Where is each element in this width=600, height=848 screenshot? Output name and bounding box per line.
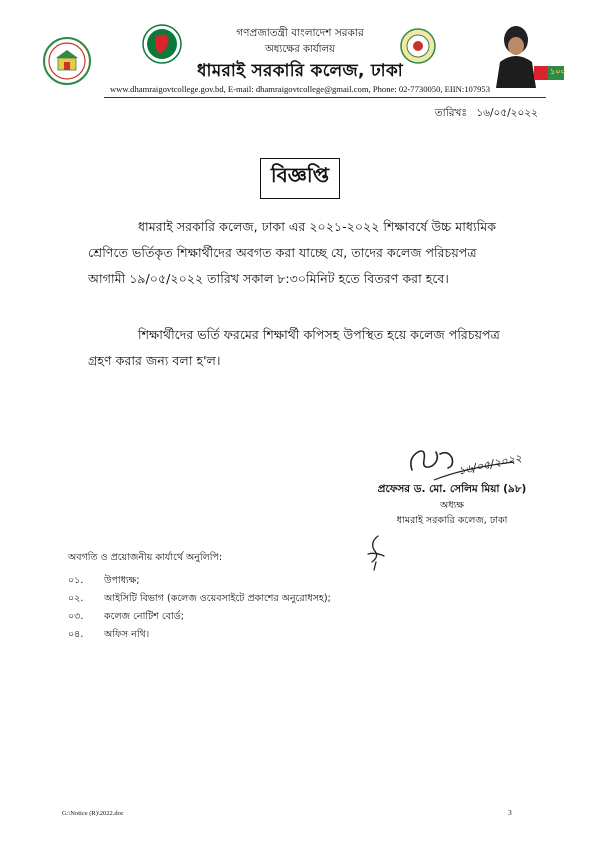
- date-line: [435, 106, 538, 123]
- list-item-text: উপাধ্যক্ষ;: [104, 575, 140, 586]
- page-number: 3: [508, 808, 512, 817]
- list-item: [68, 608, 488, 626]
- contact-line: www.dhamraigovtcollege.gov.bd, E-mail: dhamraigovtcollege@gmail.com, Phone: 02-7730050, EIIN:107953: [109, 84, 491, 94]
- date-label: তারিখঃ: [434, 107, 467, 119]
- handwritten-date: ১৬/০৫/২০২২: [457, 451, 524, 478]
- copy-to-list: [68, 572, 488, 644]
- title-wrapper: [0, 158, 600, 199]
- copy-to-heading: অবগতি ও প্রয়োজনীয় কার্যার্থে অনুলিপি:: [68, 552, 223, 563]
- paragraph-1-line: আগামী ১৯/০৫/২০২২ তারিখ সকাল ৮:৩০মিনিট হতে বিতরণ করা হবে।: [88, 271, 449, 286]
- signatory-org: ধামরাই সরকারি কলেজ, ঢাকা: [396, 515, 508, 526]
- paragraph-2: [88, 322, 528, 374]
- government-name: গণপ্রজাতন্ত্রী বাংলাদেশ সরকার: [236, 27, 364, 39]
- list-item-number: ০৩.: [68, 611, 84, 622]
- list-item-text: কলেজ নোটিশ বোর্ড;: [104, 611, 184, 622]
- signatory-title: অধ্যক্ষ: [439, 500, 464, 511]
- date-value: ১৬/০৫/২০২২: [476, 107, 538, 119]
- badge-text: ১০০: [550, 67, 566, 76]
- initial-mark: [362, 532, 390, 572]
- file-path: G:\Notice (R)\2022.doc: [62, 810, 124, 817]
- notice-title: বিজ্ঞপ্তি: [260, 158, 340, 199]
- list-item-number: ০১.: [68, 575, 84, 586]
- portrait-badge-logo: [490, 22, 566, 88]
- list-item: [68, 590, 488, 608]
- list-item: [68, 572, 488, 590]
- signatory-name: প্রফেসর ড. মো. সেলিম মিয়া (৯৮): [377, 483, 527, 495]
- college-name: ধামরাই সরকারি কলেজ, ঢাকা: [197, 61, 403, 81]
- office-name: অধ্যক্ষের কার্যালয়: [265, 44, 335, 55]
- college-crest-logo: [42, 36, 92, 86]
- list-item-number: ০৪.: [68, 629, 84, 640]
- header-divider: [104, 97, 546, 98]
- list-item-text: অফিস নথি।: [104, 629, 150, 640]
- paragraph-1: [88, 214, 528, 292]
- list-item: [68, 626, 488, 644]
- list-item-number: ০২.: [68, 593, 84, 604]
- handwritten-signature: [404, 440, 524, 486]
- paragraph-1-line: ধামরাই সরকারি কলেজ, ঢাকা এর ২০২১-২০২২ শিক্ষাবর্ষে উচ্চ মাধ্যমিক: [138, 219, 497, 234]
- paragraph-1-line: শ্রেণিতে ভর্তিকৃত শিক্ষার্থীদের অবগত করা যাচ্ছে যে, তাদের কলেজ পরিচয়পত্র: [88, 245, 477, 260]
- paragraph-2-line: গ্রহণ করার জন্য বলা হ'ল।: [88, 353, 221, 368]
- paragraph-2-line: শিক্ষার্থীদের ভর্তি ফরমের শিক্ষার্থী কপিসহ উপস্থিত হয়ে কলেজ পরিচয়পত্র: [138, 327, 500, 342]
- list-item-text: আইসিটি বিভাগ (কলেজ ওয়েবসাইটে প্রকাশের অনুরোধসহ);: [104, 593, 331, 604]
